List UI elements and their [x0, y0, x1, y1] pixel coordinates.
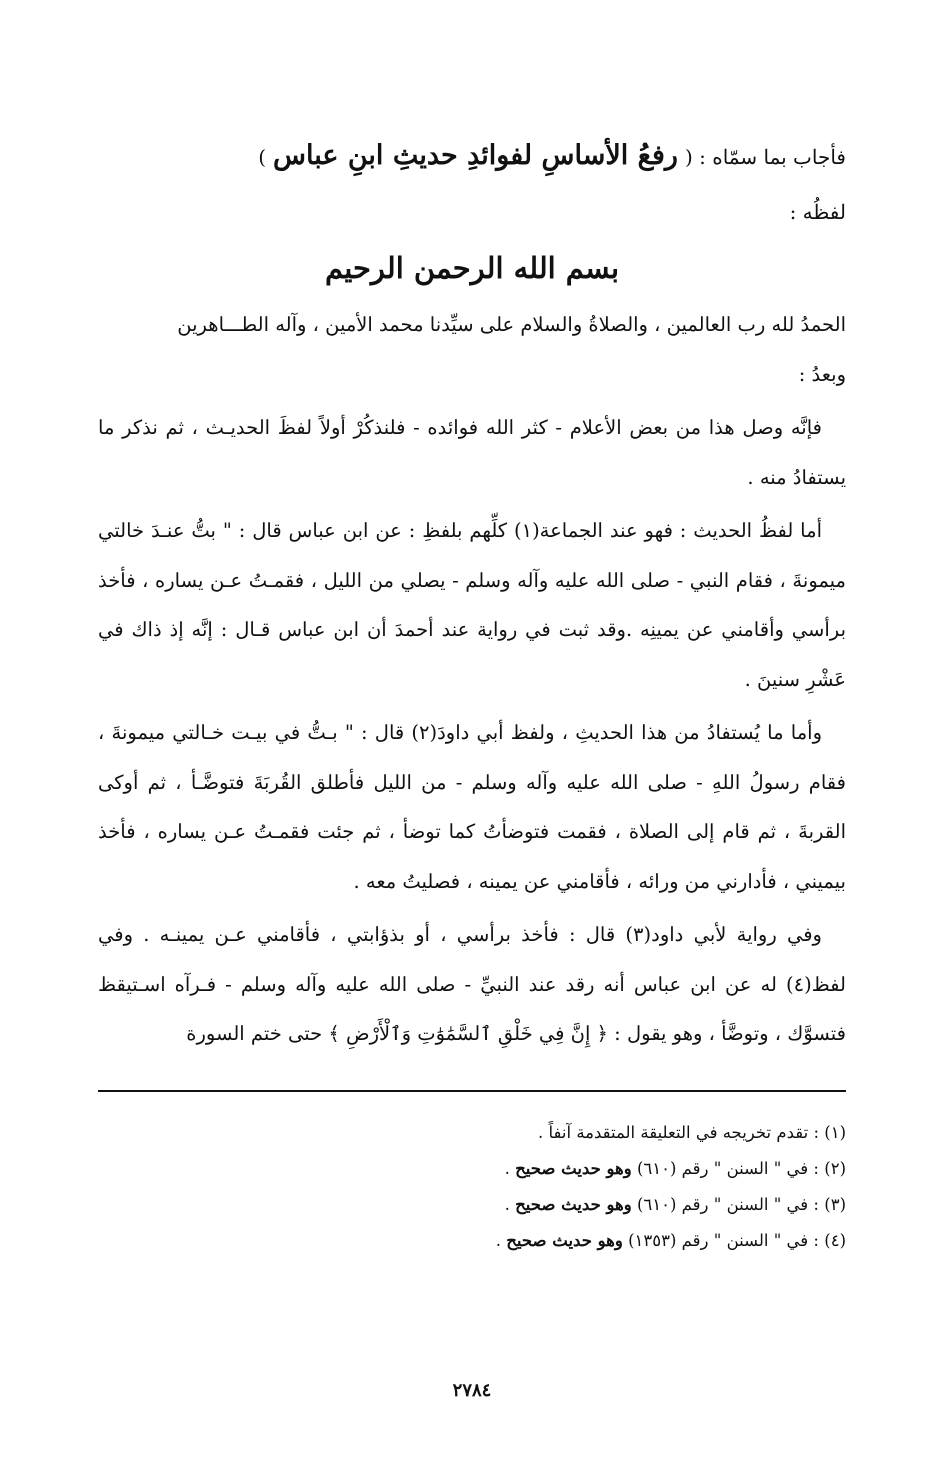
footnote-divider	[98, 1090, 846, 1092]
footnote-grade: وهو حديث صحيح	[515, 1159, 632, 1178]
footnote-text: (٣) : في " السنن " رقم (٦١٠)	[631, 1195, 846, 1214]
heading-close: )	[258, 145, 267, 169]
footnote-grade: وهو حديث صحيح	[506, 1231, 623, 1250]
footnote-text: (٤) : في " السنن " رقم (١٣٥٣)	[622, 1231, 846, 1250]
footnote-text: (١) : تقدم تخريجه في التعليقة المتقدمة آنفاً .	[538, 1123, 846, 1142]
answer-heading	[98, 138, 846, 176]
footnote-end: .	[495, 1231, 507, 1250]
footnote-1	[98, 1115, 846, 1151]
paragraph-wabad: وبعدُ :	[798, 362, 846, 386]
footnote-2	[98, 1151, 846, 1187]
footnote-4	[98, 1223, 846, 1259]
basmala: بسم الله الرحمن الرحيم	[324, 251, 620, 285]
page-number: ٢٧٨٤	[452, 1380, 492, 1401]
lafzuh-label: لفظُه :	[789, 200, 846, 224]
paragraph-hadith-text: أما لفظُ الحديث : فهو عند الجماعة(١) كلِّهم بلفظِ : عن ابن عباس قال : " بتُّ عنـدَ خالتي ميمونةَ ، فقام النبي - صلى الله عليه وآله وسلم - يصلي من الليل ، فقمـتُ عـن يساره ، فأخذ برأسي وأقامني عن يمينِه .وقد ثبت في رواية عند أحمدَ أن ابن عباس قـال : إنَّه إذ ذاك في عَشْرِ سنينَ .	[98, 519, 846, 691]
paragraph-benefits: وأما ما يُستفادُ من هذا الحديثِ ، ولفظ أبي داودَ(٢) قال : " بـتُّ في بيـت خـالتي ميمونةَ ، فقام رسولُ اللهِ - صلى الله عليه وآله وسلم - من الليل فأطلق القُربَةَ فتوضَّـأ ، ثم أوكى القربةَ ، ثم قام إلى الصلاة ، فقمت فتوضأتُ كما توضأ ، ثم جئت فقمـتُ عـن يساره ، فأخذ بيميني ، فأدارني من ورائه ، فأقامني عن يمينه ، فصليتُ معه .	[98, 721, 846, 893]
footnote-end: .	[504, 1195, 516, 1214]
document-page	[98, 120, 846, 1420]
footnote-text: (٢) : في " السنن " رقم (٦١٠)	[631, 1159, 846, 1178]
footnote-grade: وهو حديث صحيح	[515, 1195, 632, 1214]
book-title: رفعُ الأساسِ لفوائدِ حديثِ ابنِ عباس	[273, 140, 678, 171]
footnote-end: .	[504, 1159, 516, 1178]
heading-lead: فأجاب بما سمّاه : (	[684, 145, 846, 169]
footnote-3	[98, 1187, 846, 1223]
paragraph-other-narration: وفي رواية لأبي داود(٣) قال : فأخذ برأسي ، أو بذؤابتي ، فأقامني عـن يمينـه . وفي لفظ(٤) له عن ابن عباس أنه رقد عند النبيِّ - صلى الله عليه وآله وسلم - فـرآه اسـتيقظ فتسوَّك ، وتوضَّأ ، وهو يقول : ﴿ إِنَّ فِي خَلْقِ ٱلسَّمَٰوَٰتِ وَٱلْأَرْضِ ﴾ حتى ختم السورة	[98, 923, 846, 1045]
paragraph-praise: الحمدُ لله رب العالمين ، والصلاةُ والسلام على سيِّدنا محمد الأمين ، وآله الطـــاهرين	[177, 313, 846, 336]
body-text	[98, 300, 846, 1059]
paragraph-intro: فإنَّه وصل هذا من بعض الأعلام - كثر الله فوائده - فلنذكُرْ أولاً لفظَ الحديـث ، ثم نذكر ما يستفادُ منه .	[98, 416, 846, 489]
footnotes	[98, 1115, 846, 1259]
